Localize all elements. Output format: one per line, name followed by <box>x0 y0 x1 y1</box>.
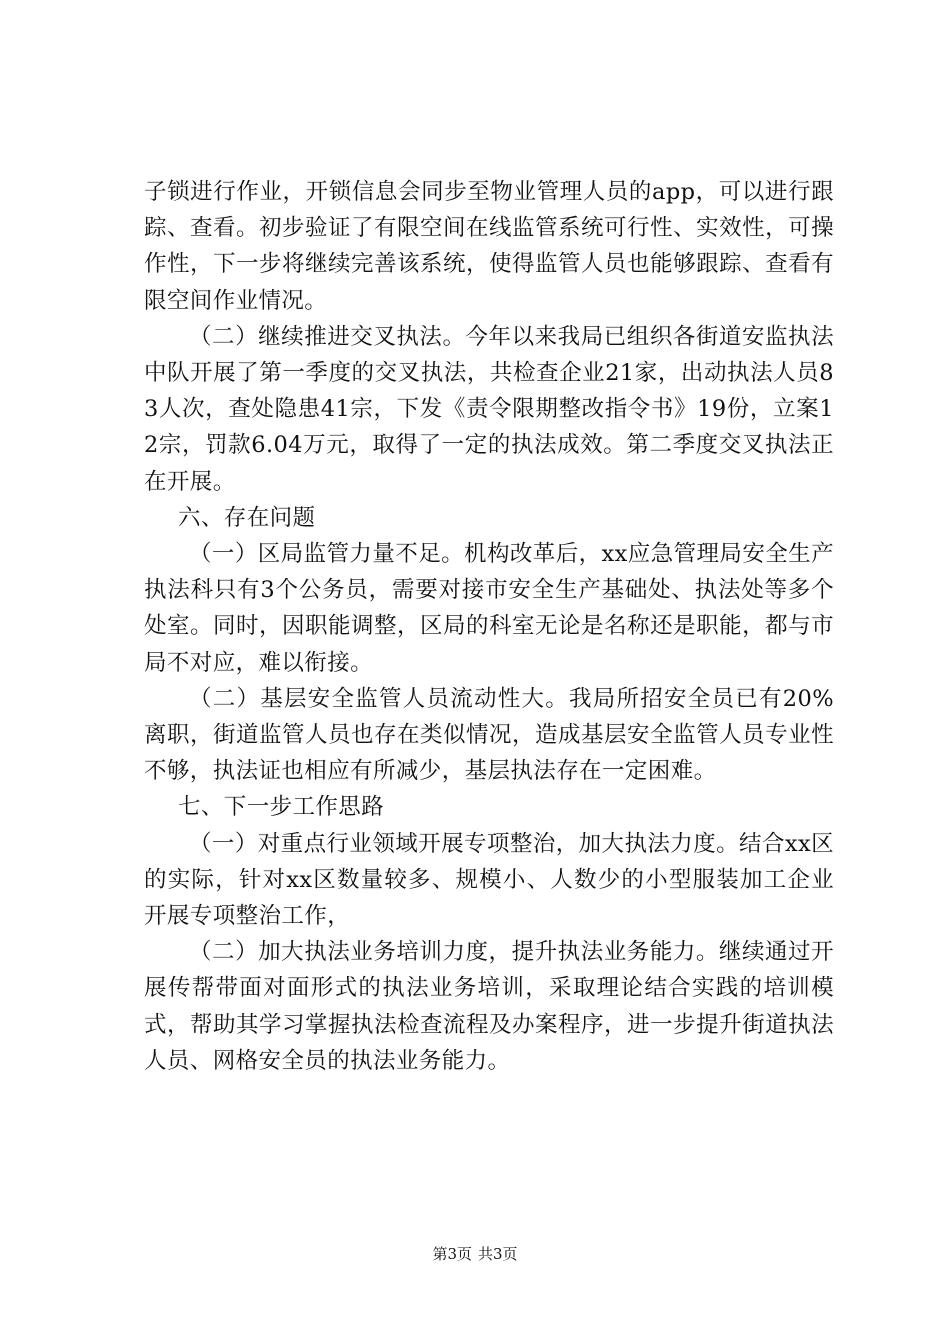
paragraph-problem-2: （二）基层安全监管人员流动性大。我局所招安全员已有20%离职，街道监管人员也存在类似情况，造成基层安全监管人员专业性不够，执法证也相应有所减少，基层执法存在一定困难。 <box>144 685 834 785</box>
paragraph-continuation: 子锁进行作业，开锁信息会同步至物业管理人员的app，可以进行跟踪、查看。初步验证了有限空间在线监管系统可行性、实效性，可操作性，下一步将继续完善该系统，使得监管人员也能够跟踪、查看有限空间作业情况。 <box>144 179 834 314</box>
page-total: 共3页 <box>478 1245 518 1263</box>
section-heading-next-steps: 七、下一步工作思路 <box>178 794 385 821</box>
section-heading-problems: 六、存在问题 <box>178 504 316 531</box>
paragraph-next-step-1: （一）对重点行业领域开展专项整治，加大执法力度。结合xx区的实际，针对xx区数量较多、规模小、人数少的小型服装加工企业开展专项整治工作， <box>144 830 834 930</box>
paragraph-cross-enforcement: （二）继续推进交叉执法。今年以来我局已组织各街道安监执法中队开展了第一季度的交叉执法，共检查企业21家，出动执法人员83人次，查处隐患41宗，下发《责令限期整改指令书》19份，立案12宗，罚款6.04万元，取得了一定的执法成效。第二季度交叉执法正在开展。 <box>144 323 834 495</box>
paragraph-problem-1: （一）区局监管力量不足。机构改革后，xx应急管理局安全生产执法科只有3个公务员，需要对接市安全生产基础处、执法处等多个处室。同时，因职能调整，区局的科室无论是名称还是职能，都与市局不对应，难以衔接。 <box>144 541 834 676</box>
paragraph-next-step-2: （二）加大执法业务培训力度，提升执法业务能力。继续通过开展传帮带面对面形式的执法业务培训，采取理论结合实践的培训模式，帮助其学习掌握执法检查流程及办案程序，进一步提升街道执法人员、网格安全员的执法业务能力。 <box>144 939 834 1074</box>
document-body <box>144 174 834 1079</box>
page-number: 第3页 <box>432 1245 472 1263</box>
page-footer <box>0 1244 950 1264</box>
